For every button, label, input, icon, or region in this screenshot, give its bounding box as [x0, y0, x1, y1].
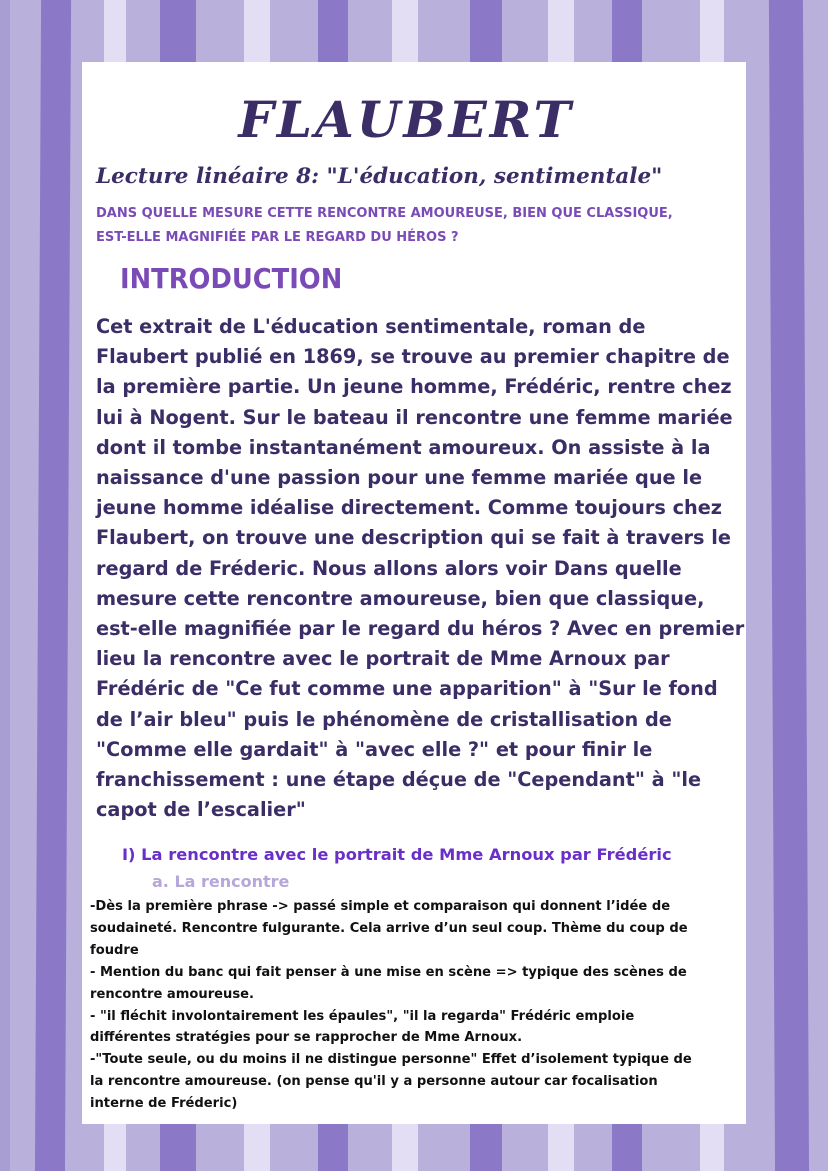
intro-line: dont il tombe instantanément amoureux. On assiste à la — [96, 435, 711, 459]
section-body — [90, 896, 742, 1115]
intro-line: mesure cette rencontre amoureuse, bien que classique, — [96, 586, 705, 610]
body-line: - "il fléchit involontairement les épaules", "il la regarda" Frédéric emploie — [90, 1008, 635, 1024]
intro-line: Cet extrait de L'éducation sentimentale, roman de — [96, 315, 646, 338]
intro-line: Flaubert publié en 1869, se trouve au premier chapitre de — [96, 345, 730, 369]
sub-heading: a. La rencontre — [152, 872, 290, 891]
intro-line: "Comme elle gardait" à "avec elle ?" et pour finir le — [96, 737, 653, 761]
body-line: -Dès la première phrase -> passé simple et comparaison qui donnent l’idée de — [90, 899, 671, 914]
intro-line: lui à Nogent. Sur le bateau il rencontre une femme mariée — [96, 405, 733, 429]
question-line: DANS QUELLE MESURE CETTE RENCONTRE AMOUREUSE, BIEN QUE CLASSIQUE, — [96, 206, 673, 221]
stripe — [35, 0, 71, 1171]
body-line: la rencontre amoureuse. (on pense qu'il y a personne autour car focalisation — [90, 1074, 658, 1090]
introduction-heading: INTRODUCTION — [120, 262, 343, 295]
intro-line: jeune homme idéalise directement. Comme toujours chez — [96, 496, 723, 520]
intro-line: Frédéric de "Ce fut comme une apparition" à "Sur le fond — [96, 677, 718, 701]
body-line: foudre — [90, 942, 139, 958]
body-line: différentes stratégies pour se rapprocher de Mme Arnoux. — [90, 1030, 523, 1046]
document-page — [82, 62, 746, 1124]
intro-line: la première partie. Un jeune homme, Frédéric, rentre chez — [96, 375, 732, 399]
stripe — [769, 0, 809, 1171]
intro-line: naissance d'une passion pour une femme mariée que le — [96, 466, 703, 490]
intro-line: franchissement : une étape déçue de "Cependant" à "le — [96, 768, 702, 792]
body-line: interne de Fréderic) — [90, 1096, 238, 1112]
document-subtitle: Lecture linéaire 8: "L'éducation, sentimentale" — [96, 164, 663, 189]
introduction-paragraph — [96, 312, 746, 825]
section-heading: I) La rencontre avec le portrait de Mme Arnoux par Frédéric — [122, 845, 672, 864]
intro-line: regard de Fréderic. Nous allons alors voir Dans quelle — [96, 556, 682, 580]
body-line: rencontre amoureuse. — [90, 986, 254, 1002]
document-title: FLAUBERT — [238, 90, 574, 149]
intro-line: lieu la rencontre avec le portrait de Mme Arnoux par — [96, 647, 670, 671]
body-line: - Mention du banc qui fait penser à une mise en scène => typique des scènes de — [90, 964, 687, 980]
intro-line: de l’air bleu" puis le phénomène de cristallisation de — [96, 707, 672, 731]
intro-line: capot de l’escalier" — [96, 798, 306, 822]
intro-line: Flaubert, on trouve une description qui se fait à travers le — [96, 526, 731, 550]
body-line: soudaineté. Rencontre fulgurante. Cela arrive d’un seul coup. Thème du coup de — [90, 920, 688, 936]
problem-question — [96, 202, 736, 250]
stripe — [0, 0, 10, 1171]
body-line: -"Toute seule, ou du moins il ne distingue personne" Effet d’isolement typique de — [90, 1052, 692, 1068]
intro-line: est-elle magnifiée par le regard du héros ? Avec en premier — [96, 617, 745, 641]
question-line: EST-ELLE MAGNIFIÉE PAR LE REGARD DU HÉROS ? — [96, 230, 459, 245]
